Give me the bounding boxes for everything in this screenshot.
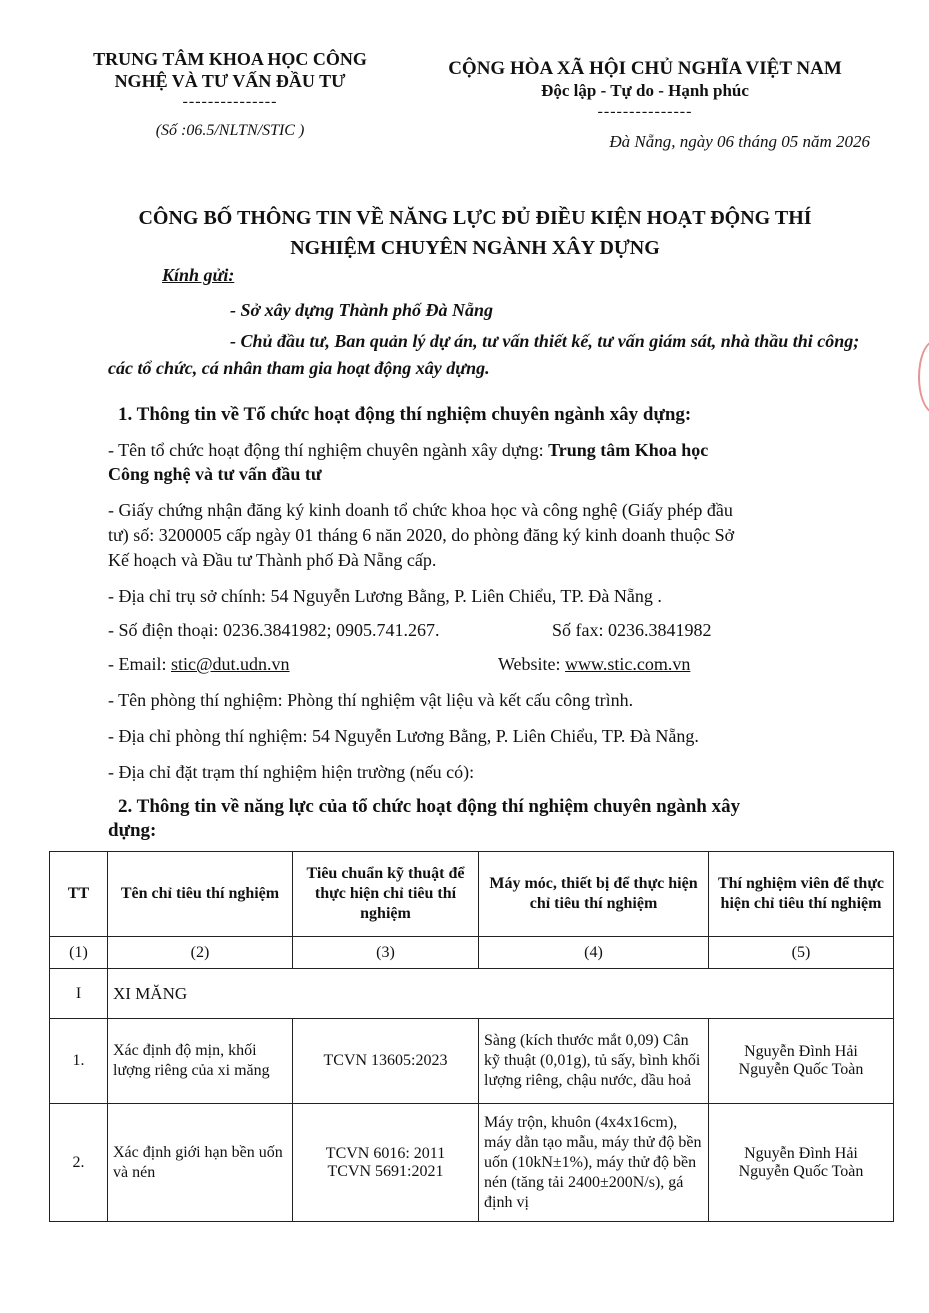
left-divider: --------------- [182,93,278,110]
document-date: Đà Nẵng, ngày 06 tháng 05 năm 2026 [609,132,870,151]
phone-number: - Số điện thoại: 0236.3841982; 0905.741.267. [108,620,440,640]
row-standard: TCVN 13605:2023 [293,1019,479,1104]
license-line-a: - Giấy chứng nhận đăng ký kinh doanh tổ chức khoa học và công nghệ (Giấy phép đầu [108,500,733,520]
row-equipment: Sàng (kích thước mắt 0,09) Cân kỹ thuật (0,01g), tủ sấy, bình khối lượng riêng, chậu nước, dầu hoả [479,1019,709,1104]
section-1-heading: 1. Thông tin về Tổ chức hoạt động thí nghiệm chuyên ngành xây dựng: [118,404,692,425]
row-equipment: Máy trộn, khuôn (4x4x16cm), máy dằn tạo mẫu, máy thử độ bền uốn (10kN±1%), máy thử độ bền nén (tăng tải 2400±200N/s), gá định vị [479,1104,709,1222]
index-cell: (2) [108,937,293,969]
index-cell: (4) [479,937,709,969]
lab-address: - Địa chỉ phòng thí nghiệm: 54 Nguyễn Lương Bằng, P. Liên Chiểu, TP. Đà Nẵng. [108,726,699,746]
table-row [50,1019,894,1104]
website-line [498,652,690,676]
header-standard: Tiêu chuẩn kỹ thuật để thực hiện chỉ tiêu thí nghiệm [293,852,479,937]
national-title: CỘNG HÒA XÃ HỘI CHỦ NGHĨA VIỆT NAM [448,58,842,79]
table-index-row [50,937,894,969]
org-name-line [108,438,883,462]
lab-name: - Tên phòng thí nghiệm: Phòng thí nghiệm vật liệu và kết cấu công trình. [108,690,634,710]
document-title [80,203,870,263]
org-name-value-a: Trung tâm Khoa học [548,440,709,460]
capability-table [49,851,894,1222]
right-divider: --------------- [597,103,693,120]
index-cell: (5) [709,937,894,969]
phone-line [108,618,883,642]
group-number: I [50,969,108,1019]
table-group-row [50,969,894,1019]
org-line-1: TRUNG TÂM KHOA HỌC CÔNG [93,49,367,69]
row-number: 1. [50,1019,108,1104]
index-cell: (1) [50,937,108,969]
org-name-label: - Tên tổ chức hoạt động thí nghiệm chuyên ngành xây dựng: [108,440,549,460]
email-label: - Email: [108,654,171,674]
index-cell: (3) [293,937,479,969]
document-number: (Số :06.5/NLTN/STIC ) [155,122,305,139]
section-2-heading-a: 2. Thông tin về năng lực của tổ chức hoạt động thí nghiệm chuyên ngành xây [118,796,741,817]
email-line [108,652,883,676]
staff-name: Nguyễn Đình Hải [744,1144,858,1162]
greeting: Kính gửi: [162,265,235,285]
row-staff [709,1019,894,1104]
row-test-name: Xác định giới hạn bền uốn và nén [108,1104,293,1222]
title-line-2: NGHIỆM CHUYÊN NGÀNH XÂY DỰNG [290,237,660,259]
fax-number: Số fax: 0236.3841982 [552,620,712,640]
recipient-1: - Sở xây dựng Thành phố Đà Nẵng [230,300,493,320]
license-line-b: tư) số: 3200005 cấp ngày 01 tháng 6 năn 2020, do phòng đăng ký kinh doanh thuộc Sở [108,525,735,545]
staff-name: Nguyễn Quốc Toàn [738,1061,864,1078]
table-row [50,1104,894,1222]
section-2-heading-b: dựng: [108,820,157,841]
email-link[interactable]: stic@dut.udn.vn [170,654,290,674]
organization-name [60,48,400,92]
hq-address: - Địa chỉ trụ sở chính: 54 Nguyễn Lương Bằng, P. Liên Chiểu, TP. Đà Nẵng . [108,586,662,606]
website-label: Website: [498,654,566,674]
org-name-value-b: Công nghệ và tư vấn đầu tư [108,464,322,484]
staff-name: Nguyễn Quốc Toàn [738,1162,864,1180]
standard-code: TCVN 5691:2021 [327,1162,444,1180]
header-equipment: Máy móc, thiết bị để thực hiện chỉ tiêu thí nghiệm [479,852,709,937]
recipient-2: - Chủ đầu tư, Ban quản lý dự án, tư vấn thiết kế, tư vấn giám sát, nhà thầu thi công; các tổ chức, cá nhân tham gia hoạt động xây dựng. [108,331,860,378]
national-motto: Độc lập - Tự do - Hạnh phúc [541,81,749,100]
header-test-name: Tên chỉ tiêu thí nghiệm [108,852,293,937]
row-standard [293,1104,479,1222]
title-line-1: CÔNG BỐ THÔNG TIN VỀ NĂNG LỰC ĐỦ ĐIỀU KIỆN HOẠT ĐỘNG THÍ [138,207,812,229]
standard-code: TCVN 6016: 2011 [325,1144,446,1162]
row-number: 2. [50,1104,108,1222]
stamp-edge-mark [918,340,929,414]
group-name: XI MĂNG [108,969,894,1019]
field-station-address: - Địa chỉ đặt trạm thí nghiệm hiện trường (nếu có): [108,762,475,782]
header-no: TT [50,852,108,937]
org-line-2: NGHỆ VÀ TƯ VẤN ĐẦU TƯ [114,71,346,91]
website-link[interactable]: www.stic.com.vn [565,654,691,674]
license-line-c: Kế hoạch và Đầu tư Thành phố Đà Nẵng cấp. [108,550,437,570]
row-staff [709,1104,894,1222]
staff-name: Nguyễn Đình Hải [744,1043,858,1060]
row-test-name: Xác định độ mịn, khối lượng riêng của xi măng [108,1019,293,1104]
table-header-row [50,852,894,937]
header-staff: Thí nghiệm viên để thực hiện chỉ tiêu thí nghiệm [709,852,894,937]
